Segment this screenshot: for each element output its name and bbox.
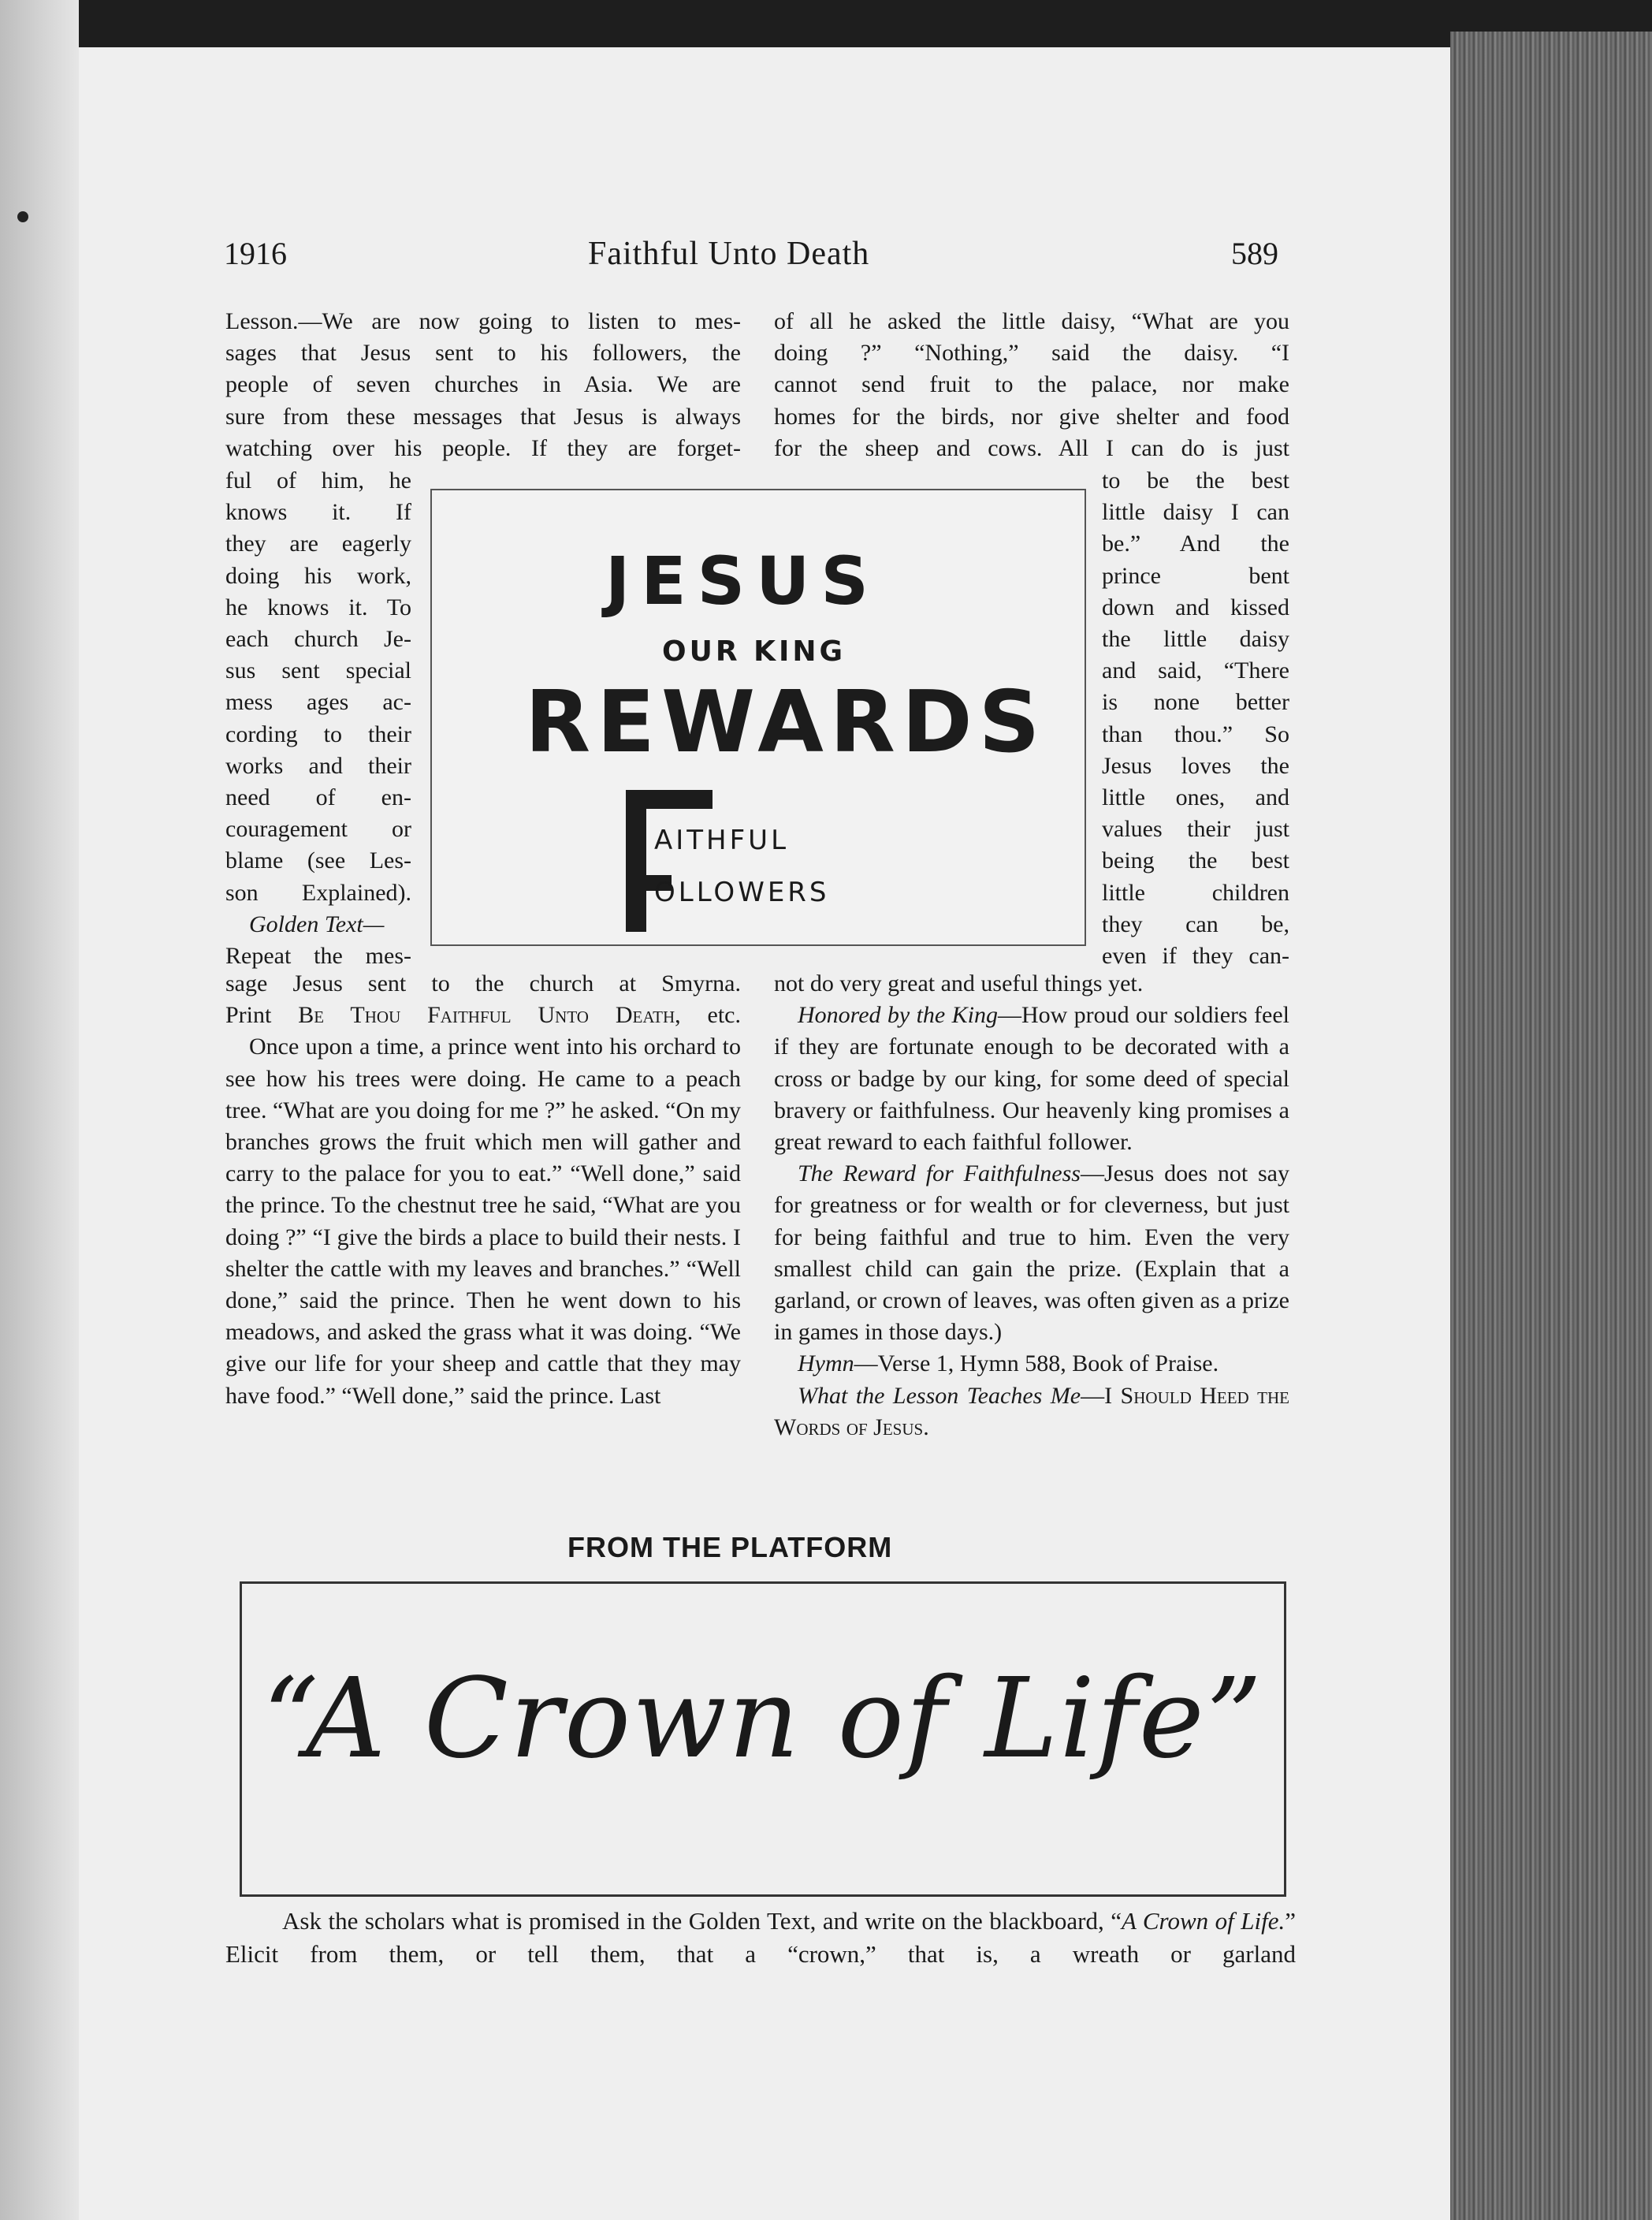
big-letter-f-top-bar — [626, 790, 713, 809]
text-line: even if they can- — [1102, 943, 1289, 970]
text-line: prince bent — [1102, 562, 1289, 589]
hymn-paragraph — [774, 1348, 1289, 1380]
jesus-rewards-illustration — [430, 489, 1086, 946]
bottom-text — [225, 1905, 1296, 1971]
scan-top-border — [0, 0, 1652, 47]
teaches-paragraph — [774, 1380, 1289, 1443]
margin-dot — [17, 211, 28, 222]
text-line: sage Jesus sent to the church at Smyrna. — [225, 970, 741, 996]
book-spine-edges — [1450, 32, 1652, 2220]
running-header-title: Faithful Unto Death — [588, 236, 870, 272]
text-line: be.” And the — [1102, 531, 1289, 557]
text-line: little children — [1102, 879, 1289, 906]
text-line: knows it. If — [225, 499, 411, 526]
text-line: son Explained). — [225, 879, 411, 906]
text-line: little daisy I can — [1102, 499, 1289, 526]
text-line: being the best — [1102, 847, 1289, 874]
honored-paragraph — [774, 1000, 1289, 1158]
text-line: not do very great and useful things yet. — [774, 970, 1144, 996]
bottom-paragraph — [225, 1905, 1296, 1971]
text-line — [225, 1000, 741, 1031]
text-line: Lesson.—We are now going to listen to mes- — [225, 308, 741, 334]
reward-paragraph — [774, 1158, 1289, 1348]
honored-label: Honored by the King — [798, 1002, 998, 1029]
text-line: cannot send fruit to the palace, nor make — [774, 371, 1289, 398]
column-2-top-text — [774, 306, 1289, 464]
illustration-aithful: AITHFUL — [654, 825, 790, 856]
text-span: Print — [225, 1002, 272, 1029]
text-line: of all he asked the little daisy, “What are you — [774, 308, 1289, 334]
illustration-jesus: JESUS — [605, 542, 880, 620]
column-1-narrow-text — [225, 465, 411, 972]
previous-page-edge — [0, 0, 79, 2220]
reward-text: —Jesus does not say for greatness or for wealth or for cleverness, but just for being faithful and true to him. Even the very smallest child can gain the prize. (Explain that a garland, or crown of leaves, was often given as a prize in games in those days.) — [774, 1160, 1289, 1346]
teaches-dash: — — [1081, 1382, 1105, 1409]
big-letter-f-stem — [626, 790, 646, 932]
text-line: Jesus loves the — [1102, 752, 1289, 779]
hymn-label: Hymn — [798, 1350, 854, 1377]
text-line: doing his work, — [225, 562, 411, 589]
text-line: works and their — [225, 752, 411, 779]
text-line: little ones, and — [1102, 784, 1289, 811]
text-line: and said, “There — [1102, 657, 1289, 684]
running-header-year: 1916 — [224, 236, 287, 271]
column-1-top-text — [225, 306, 741, 464]
text-line: sus sent special — [225, 657, 411, 684]
text-line: blame (see Les- — [225, 847, 411, 874]
text-line: couragement or — [225, 816, 411, 843]
text-line: ful of him, he — [225, 467, 411, 494]
text-line: to be the best — [1102, 467, 1289, 494]
text-line: people of seven churches in Asia. We are — [225, 371, 741, 398]
platform-heading: FROM THE PLATFORM — [567, 1531, 893, 1563]
text-line: they can be, — [1102, 911, 1289, 937]
illustration-our-king: OUR KING — [662, 635, 846, 668]
text-line: doing ?” “Nothing,” said the daisy. “I — [774, 340, 1289, 367]
text-line: mess ages ac- — [225, 689, 411, 716]
text-line: values their just — [1102, 816, 1289, 843]
text-line: for the sheep and cows. All I can do is just — [774, 434, 1289, 461]
blackboard-box — [240, 1581, 1286, 1897]
text-line: sages that Jesus sent to his followers, the — [225, 340, 741, 367]
column-1-bottom-text — [225, 968, 741, 1412]
page-number: 589 — [1231, 236, 1278, 271]
text-line: each church Je- — [225, 626, 411, 653]
text-line: watching over his people. If they are forget- — [225, 434, 741, 461]
text-span: Ask the scholars what is promised in the Golden Text, and write on the blackboard, “ — [282, 1907, 1122, 1935]
text-line: the little daisy — [1102, 626, 1289, 653]
text-span: ” Elicit from them, or tell them, that a “crown,” that is, a wreath or garland — [225, 1907, 1297, 1968]
text-line: cording to their — [225, 721, 411, 747]
text-line: he knows it. To — [225, 594, 411, 620]
teaches-label: What the Lesson Teaches Me — [798, 1382, 1081, 1409]
text-line: homes for the birds, nor give shelter and food — [774, 403, 1289, 430]
honored-text: —How proud our soldiers feel if they are fortunate enough to be decorated with a cross or badge by our king, for some deed of special bravery or faithfulness. Our heavenly king promises a great reward to each faithful follower. — [774, 1002, 1290, 1156]
crown-of-life-script: “A Crown of Life” — [262, 1655, 1264, 1783]
prince-story-paragraph: Once upon a time, a prince went into his orchard to see how his trees were doing. He came to a peach tree. “What are you doing for me ?” he asked. “On my branches grows the fruit which men will gather and carry to the palace for you to eat.” “Well done,” said the prince. To the chestnut tree he said, “What are you doing ?” “I give the birds a place to build their nests. I shelter the cattle with my leaves and branches.” “Well done,” said the prince. Then he went down to his meadows, and asked the grass what it was doing. “We give our life for your sheep and cattle that they may have food.” “Well done,” said the prince. Last — [225, 1034, 741, 1409]
hymn-text: —Verse 1, Hymn 588, Book of Praise. — [854, 1350, 1219, 1377]
golden-text-caps: Be Thou Faithful Unto Death — [298, 1002, 675, 1029]
column-2-bottom-text — [774, 968, 1289, 1443]
text-line: they are eagerly — [225, 531, 411, 557]
text-line: sure from these messages that Jesus is always — [225, 403, 741, 430]
reward-label: The Reward for Faithfulness — [798, 1160, 1081, 1187]
illustration-rewards: REWARDS — [525, 673, 1047, 772]
text-line: Golden Text— — [249, 911, 385, 937]
text-line: down and kissed — [1102, 594, 1289, 620]
text-line: than thou.” So — [1102, 721, 1289, 747]
text-line: is none better — [1102, 689, 1289, 716]
teaches-caps: I Should Heed the Words of Jesus. — [774, 1382, 1289, 1440]
text-span-italic: A Crown of Life. — [1121, 1907, 1286, 1935]
text-line: need of en- — [225, 784, 411, 811]
illustration-ollowers: OLLOWERS — [654, 877, 830, 908]
text-line: Repeat the mes- — [225, 943, 411, 970]
column-2-narrow-text — [1102, 465, 1289, 972]
text-span: , etc. — [675, 1002, 741, 1029]
